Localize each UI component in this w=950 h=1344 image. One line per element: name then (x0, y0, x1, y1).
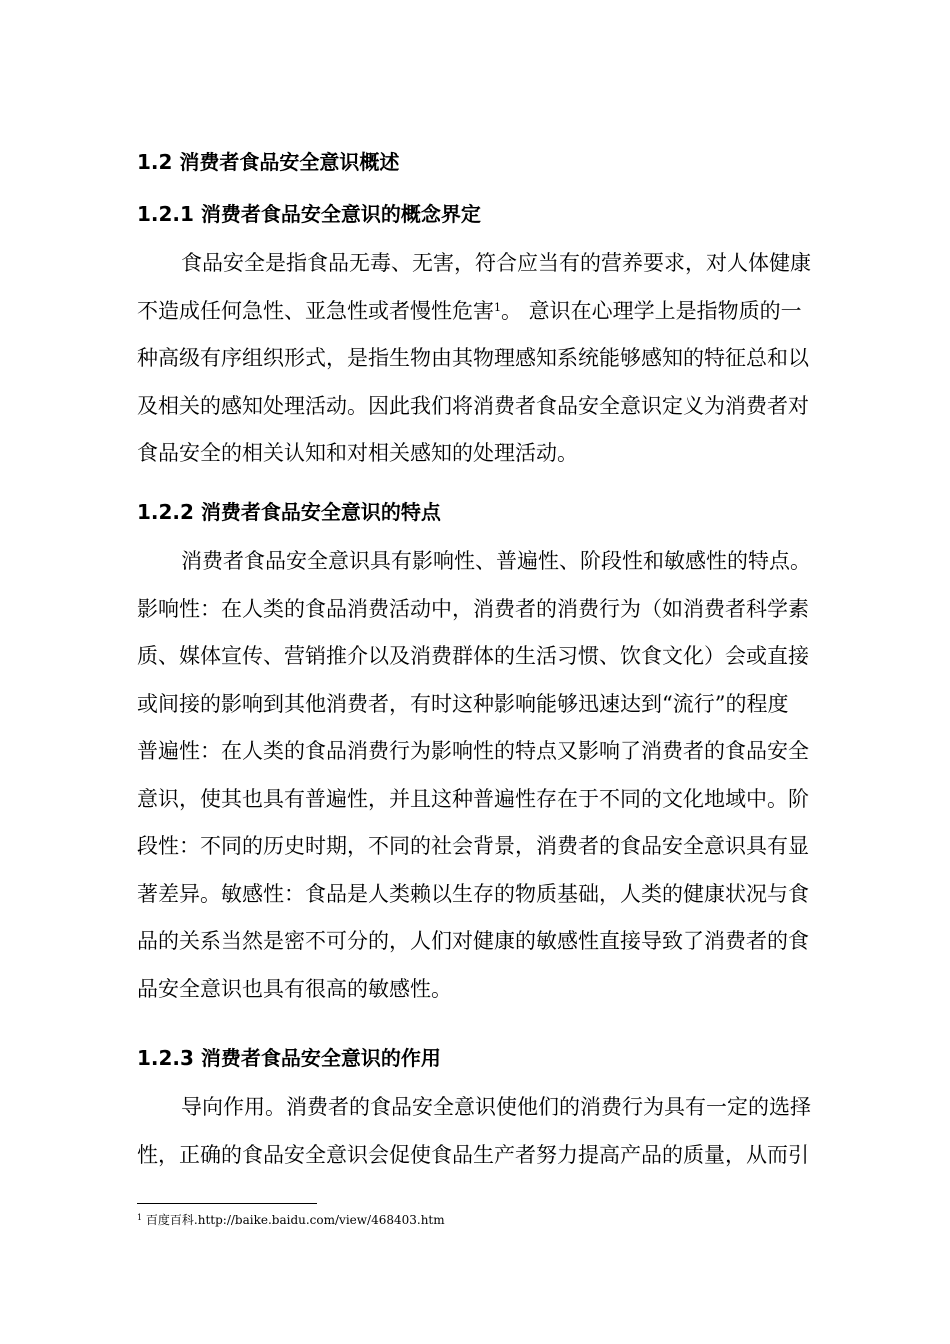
paragraph-line: 导向作用。消费者的食品安全意识使他们的消费行为具有一定的选择 (181, 1095, 811, 1119)
footnote-text[interactable]: 百度百科.http://baike.baidu.com/view/468403.htm (142, 1213, 445, 1227)
paragraph-line: 或间接的影响到其他消费者，有时这种影响能够迅速达到“流行”的程度 (137, 691, 789, 716)
paragraph-line: 食品安全的相关认知和对相关感知的处理活动。 (137, 441, 578, 465)
paragraph-line (137, 288, 862, 336)
paragraph-characteristics (137, 538, 862, 1013)
footnote-ref[interactable]: 1 (494, 300, 501, 314)
footnote-separator (137, 1203, 317, 1204)
paragraph-line: 及相关的感知处理活动。因此我们将消费者食品安全意识定义为消费者对 (137, 393, 809, 418)
section-heading-1-2: 1.2 消费者食品安全意识概述 (137, 150, 400, 174)
paragraph-line: 性，正确的食品安全意识会促使食品生产者努力提高产品的质量，从而引 (137, 1142, 809, 1167)
paragraph-function (137, 1084, 862, 1179)
paragraph-line: 消费者食品安全意识具有影响性、普遍性、阶段性和敏感性的特点。 (181, 549, 811, 573)
paragraph-definition (137, 240, 862, 478)
paragraph-line: 影响性：在人类的食品消费活动中，消费者的消费行为（如消费者科学素 (137, 596, 809, 621)
paragraph-line: 意识，使其也具有普遍性，并且这种普遍性存在于不同的文化地域中。阶 (137, 786, 809, 811)
paragraph-line: 品安全意识也具有很高的敏感性。 (137, 976, 452, 1001)
paragraph-line: 食品安全是指食品无毒、无害，符合应当有的营养要求，对人体健康 (181, 251, 811, 275)
paragraph-line: 质、媒体宣传、营销推介以及消费群体的生活习惯、饮食文化）会或直接 (137, 644, 809, 668)
section-heading-1-2-3: 1.2.3 消费者食品安全意识的作用 (137, 1046, 441, 1070)
paragraph-line: 品的关系当然是密不可分的，人们对健康的敏感性直接导致了消费者的食 (137, 929, 809, 953)
paragraph-line: 普遍性：在人类的食品消费行为影响性的特点又影响了消费者的食品安全 (137, 739, 809, 763)
paragraph-line: 著差异。敏感性：食品是人类赖以生存的物质基础，人类的健康状况与食 (137, 881, 809, 906)
paragraph-line: 段性：不同的历史时期，不同的社会背景，消费者的食品安全意识具有显 (137, 834, 809, 858)
line-text: 。 意识在心理学上是指物质的一 (501, 298, 802, 323)
section-heading-1-2-1: 1.2.1 消费者食品安全意识的概念界定 (137, 202, 481, 226)
section-heading-1-2-2: 1.2.2 消费者食品安全意识的特点 (137, 500, 441, 524)
footnote-marker: 1 (137, 1213, 143, 1222)
line-text: 不造成任何急性、亚急性或者慢性危害 (137, 298, 494, 323)
footnote (137, 1212, 445, 1228)
paragraph-line: 种高级有序组织形式，是指生物由其物理感知系统能够感知的特征总和以 (137, 346, 809, 370)
